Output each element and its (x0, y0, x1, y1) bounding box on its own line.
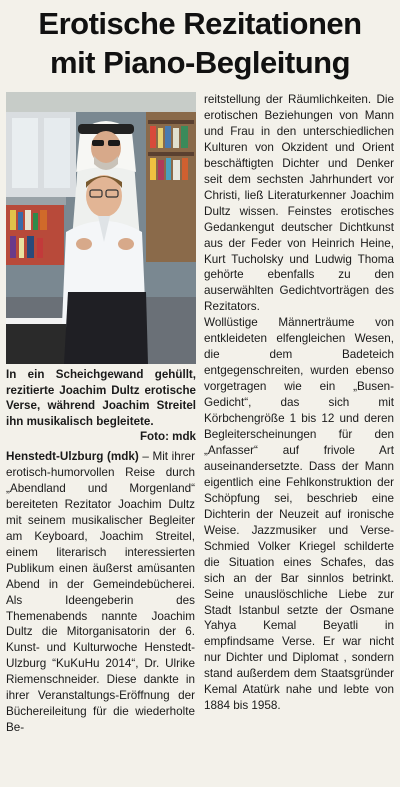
headline-line-2: mit Piano-Begleitung (50, 45, 350, 80)
paragraph-1: reitstellung der Räumlichkeiten. Die erotischen Beziehungen von Mann und Frau in den unterschiedlichen Kulturen von Okzident und Orient beschäftigten Dichter und Denker seit dem sechsten Jahrhundert vor Christi, ließ Literaturkenner Joachim Dultz wissen. Feinstes erotisches Gedankengut deutscher Dichtkunst aus der Feder von Heinrich Heine, Kurt Tucholsky und Ludwig Thoma gehörte ebenfalls zu den auserwählten Gedichtvorträgen des Rezitators. (204, 93, 394, 314)
photo-credit: Foto: mdk (139, 430, 196, 444)
article-column-left (6, 449, 195, 736)
lead-body: – Mit ihrer erotisch-humorvollen Reise durch „Abendland und Morgenland“ bereiteten Rezitator Joachim Dultz mit seinem musikalischer Begleiter am Keyboard, Joachim Streitel, einem literarisch interessierten Publikum einen äußerst amüsanten Abend in der Gemeindebücherei. Als Ideengeberin des Themenabends nannte Joachim Dultz die Mitorganisatorin der 6. Kunst- und Kulturwoche Henstedt-Ulzburg “KuKuHu 2014“, Dr. Ulrike Riemenschneider. Diese dankte in ihrer Veranstaltungs-Eröffnung der Büchereileitung für die wiederholte Be- (6, 450, 195, 735)
caption-text: In ein Scheichgewand gehüllt, rezitierte Joachim Dultz erotische Verse, während Joachim Streitel ihn musikalisch begleitete. (6, 368, 196, 428)
photo-caption (6, 367, 196, 445)
article-column-right (204, 92, 394, 714)
article-lead (6, 449, 195, 736)
headline-line-1: Erotische Rezitationen (38, 6, 362, 41)
article-photo (6, 92, 196, 364)
photo-illustration (6, 92, 196, 364)
headline (0, 4, 400, 82)
dateline: Henstedt-Ulzburg (mdk) (6, 450, 139, 463)
paragraph-2: Wollüstige Männerträume von entkleideten elfengleichen Wesen, die dem Badeteich entgegenschreiten, wurden ebenso vorgetragen wie ein „Busen-Gedicht“, das sich mit Körbchengröße 1 bis 12 und deren Begleiterscheinungen für den „Anfasser“ auf frivole Art auseinandersetzte. Dass der Mann eigentlich eine Fehlkonstruktion der Schöpfung sei, beschrieb eine Dichterin der Neuzeit auf ironische Weise. Jazzmusiker und Verse-Schmied Volker Kriegel schilderte die Situation eines Schafes, das sich an der Bar sinnlos betrinkt. Seine unauslöschliche Liebe zur Stadt Istanbul setzte der Osmane Yahya Kemal Beyatli in empfindsame Verse. Er war nicht nur Dichter und Diplomat , sondern stand außerdem dem Staatsgründer Kemal Atatürk nahe und lebte von 1884 bis 1958. (204, 316, 394, 713)
